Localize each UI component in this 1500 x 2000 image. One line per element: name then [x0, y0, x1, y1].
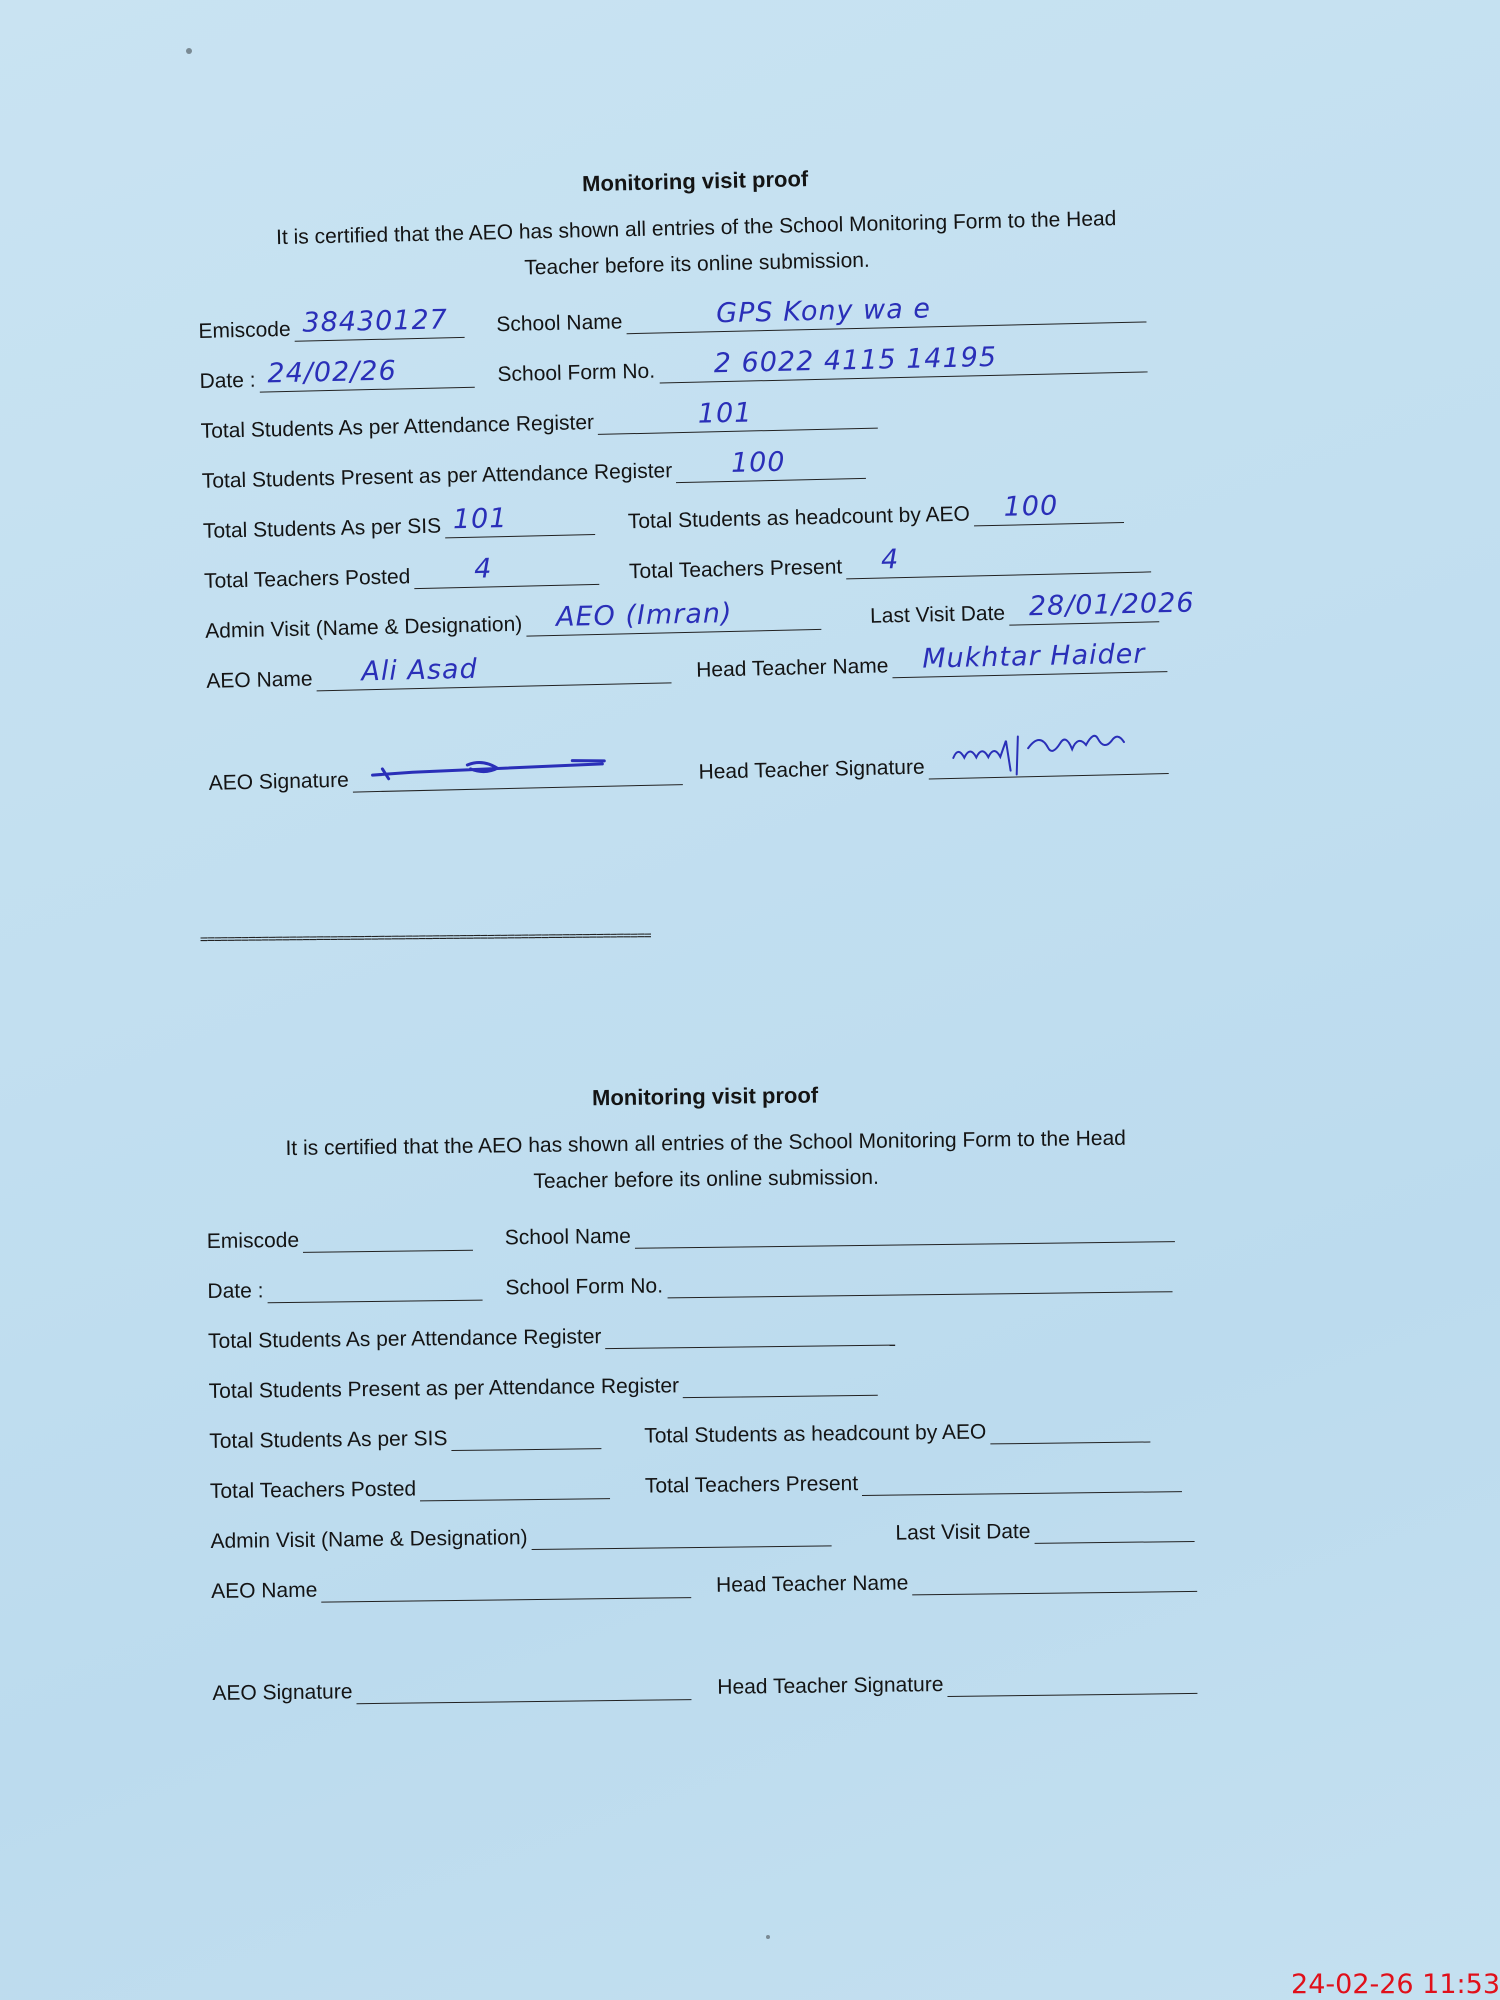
total-students-att-value: 101: [697, 397, 753, 430]
head-teacher-signature-mark: [948, 723, 1179, 788]
admin-visit-label: Admin Visit (Name & Designation): [210, 1526, 528, 1553]
last-visit-date-field: [1034, 1521, 1194, 1544]
total-students-sis-label: Total Students As per SIS: [202, 514, 442, 543]
admin-visit-field: [526, 597, 821, 637]
school-name-value: GPS Kony wa e: [715, 293, 932, 330]
head-teacher-signature-field: [947, 1673, 1197, 1697]
aeo-name-field: [321, 1577, 691, 1603]
form-title: Monitoring visit proof: [581, 166, 809, 197]
aeo-signature-mark: [372, 750, 673, 787]
total-students-sis-label: Total Students As per SIS: [209, 1427, 448, 1453]
total-students-sis-value: 101: [452, 503, 508, 536]
headcount-aeo-value: 100: [1003, 490, 1059, 523]
total-present-att-field: [676, 446, 866, 483]
form-separator: ==================================================================: [199, 928, 651, 948]
form-bottom: [205, 1078, 1213, 1714]
total-present-att-value: 100: [730, 446, 786, 479]
form-title: Monitoring visit proof: [591, 1082, 819, 1111]
emiscode-field: [303, 1230, 473, 1253]
certification-text: It is certified that the AEO has shown all entries of the School Monitoring Form to the Head Teacher before its online submission.: [285, 1126, 1127, 1193]
head-teacher-signature-label: Head Teacher Signature: [698, 755, 925, 784]
teachers-present-label: Total Teachers Present: [644, 1472, 859, 1498]
head-teacher-name-value: Mukhtar Haider: [921, 638, 1146, 675]
last-visit-date-label: Last Visit Date: [895, 1519, 1031, 1545]
paper-speck: [186, 48, 192, 54]
admin-visit-field: [531, 1525, 831, 1550]
school-form-no-label: School Form No.: [497, 359, 656, 387]
last-visit-date-field: [1009, 587, 1195, 625]
teachers-posted-value: 4: [473, 553, 493, 585]
date-value: 24/02/26: [267, 355, 398, 390]
aeo-signature-label: AEO Signature: [212, 1680, 353, 1705]
date-field: [267, 1280, 482, 1304]
admin-visit-label: Admin Visit (Name & Designation): [204, 612, 523, 643]
teachers-posted-label: Total Teachers Posted: [203, 565, 411, 593]
total-present-att-field: [683, 1375, 878, 1398]
total-present-att-label: Total Students Present as per Attendance Register: [201, 459, 673, 493]
total-students-sis-field: [445, 503, 595, 538]
total-students-att-label: Total Students As per Attendance Register: [207, 1325, 602, 1353]
last-visit-date-value: 28/01/2026: [1028, 587, 1195, 623]
head-teacher-signature-field: [928, 753, 1168, 779]
total-present-att-label: Total Students Present as per Attendance Register: [208, 1374, 680, 1403]
paper-speck: [766, 1935, 770, 1939]
aeo-name-label: AEO Name: [210, 1578, 318, 1603]
school-name-label: School Name: [504, 1224, 632, 1250]
total-students-att-field: [605, 1325, 895, 1350]
emiscode-field: [294, 304, 464, 342]
aeo-name-field: [316, 653, 671, 691]
date-label: Date :: [199, 368, 256, 393]
headcount-aeo-label: Total Students as headcount by AEO: [644, 1420, 987, 1448]
teachers-present-field: [862, 1471, 1182, 1496]
photo-timestamp: 24-02-26 11:53: [1291, 1969, 1500, 2000]
form-top: [195, 157, 1209, 804]
last-visit-date-label: Last Visit Date: [869, 601, 1006, 628]
school-form-no-field: [667, 1271, 1172, 1298]
headcount-aeo-label: Total Students as headcount by AEO: [627, 502, 971, 534]
head-teacher-signature-label: Head Teacher Signature: [717, 1673, 944, 1699]
admin-visit-value: AEO (Imran): [555, 597, 733, 633]
head-teacher-name-field: [892, 638, 1167, 678]
head-teacher-name-label: Head Teacher Name: [695, 654, 889, 682]
teachers-present-field: [846, 544, 1151, 579]
school-name-field: [635, 1221, 1175, 1249]
school-form-no-field: [659, 341, 1147, 383]
aeo-signature-field: [353, 764, 683, 792]
teachers-posted-field: [420, 1478, 610, 1501]
school-name-label: School Name: [496, 310, 623, 337]
school-form-no-label: School Form No.: [505, 1274, 664, 1300]
date-field: [259, 355, 474, 393]
aeo-signature-field: [356, 1679, 691, 1704]
aeo-name-value: Ali Asad: [361, 653, 479, 688]
total-students-sis-field: [451, 1428, 601, 1451]
school-name-field: [626, 293, 1146, 334]
teachers-posted-field: [414, 553, 599, 589]
teachers-posted-label: Total Teachers Posted: [209, 1477, 417, 1503]
aeo-signature-label: AEO Signature: [208, 768, 350, 795]
headcount-aeo-field: [974, 490, 1124, 526]
head-teacher-name-label: Head Teacher Name: [715, 1571, 909, 1597]
head-teacher-name-field: [912, 1571, 1197, 1595]
certification-text: It is certified that the AEO has shown all entries of the School Monitoring Form to the Head Teacher before its online submission.: [275, 207, 1117, 280]
total-students-att-field: [598, 397, 878, 435]
emiscode-label: Emiscode: [206, 1228, 300, 1253]
date-label: Date :: [207, 1279, 264, 1303]
teachers-present-label: Total Teachers Present: [628, 555, 843, 584]
aeo-name-label: AEO Name: [206, 667, 313, 693]
school-form-no-value: 2 6022 4115 14195: [713, 341, 998, 380]
total-students-att-label: Total Students As per Attendance Register: [200, 411, 595, 443]
emiscode-value: 38430127: [302, 304, 449, 339]
emiscode-label: Emiscode: [198, 317, 291, 343]
headcount-aeo-field: [990, 1421, 1150, 1444]
teachers-present-value: 4: [880, 544, 900, 576]
